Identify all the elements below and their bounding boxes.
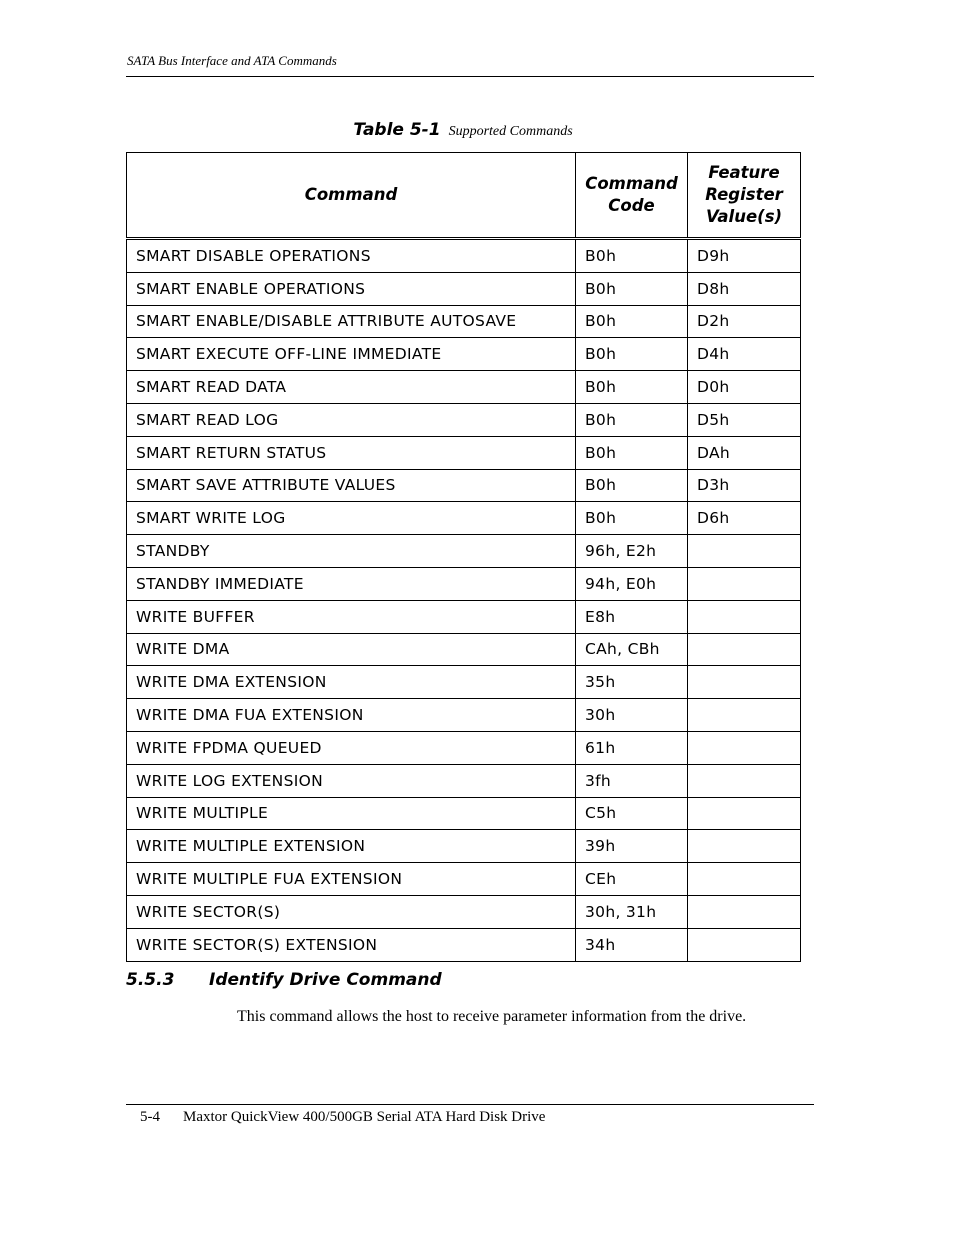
page-footer [140, 1109, 545, 1126]
cell-command: WRITE SECTOR(S) [127, 895, 576, 928]
body-paragraph: This command allows the host to receive parameter information from the drive. [237, 1008, 747, 1025]
cell-feature-value: D0h [688, 371, 801, 404]
cell-command: SMART SAVE ATTRIBUTE VALUES [127, 469, 576, 502]
cell-feature-value [688, 699, 801, 732]
table-header-row [127, 153, 801, 239]
cell-command-code: B0h [576, 403, 688, 436]
cell-feature-value [688, 928, 801, 961]
cell-feature-value: DAh [688, 436, 801, 469]
cell-command-code: CEh [576, 863, 688, 896]
table-row [127, 535, 801, 568]
section-number: 5.5.3 [126, 970, 175, 990]
cell-command: SMART DISABLE OPERATIONS [127, 239, 576, 273]
cell-command: WRITE MULTIPLE FUA EXTENSION [127, 863, 576, 896]
cell-command-code: B0h [576, 436, 688, 469]
table-row [127, 797, 801, 830]
cell-command-code: B0h [576, 272, 688, 305]
cell-command-code: CAh, CBh [576, 633, 688, 666]
cell-command: WRITE MULTIPLE [127, 797, 576, 830]
cell-feature-value: D9h [688, 239, 801, 273]
column-header-feature-register: Feature Register Value(s) [688, 153, 801, 239]
cell-command: WRITE BUFFER [127, 600, 576, 633]
table-row [127, 633, 801, 666]
cell-feature-value [688, 535, 801, 568]
column-header-command: Command [127, 153, 576, 239]
footer-page-number: 5-4 [140, 1109, 160, 1125]
table-row [127, 567, 801, 600]
table-caption-label: Table 5-1 [353, 120, 441, 140]
cell-feature-value: D2h [688, 305, 801, 338]
table-row [127, 666, 801, 699]
cell-command: SMART ENABLE/DISABLE ATTRIBUTE AUTOSAVE [127, 305, 576, 338]
cell-command: WRITE LOG EXTENSION [127, 764, 576, 797]
supported-commands-table [126, 152, 801, 962]
table-row [127, 731, 801, 764]
cell-command-code: 34h [576, 928, 688, 961]
cell-command-code: B0h [576, 502, 688, 535]
cell-feature-value: D5h [688, 403, 801, 436]
cell-feature-value: D4h [688, 338, 801, 371]
table-body [127, 239, 801, 962]
cell-command: SMART READ LOG [127, 403, 576, 436]
cell-command-code: B0h [576, 305, 688, 338]
cell-command: WRITE MULTIPLE EXTENSION [127, 830, 576, 863]
table-row [127, 305, 801, 338]
cell-command: STANDBY IMMEDIATE [127, 567, 576, 600]
table-row [127, 502, 801, 535]
cell-command-code: 30h, 31h [576, 895, 688, 928]
cell-command: SMART READ DATA [127, 371, 576, 404]
cell-command-code: B0h [576, 371, 688, 404]
cell-feature-value: D3h [688, 469, 801, 502]
cell-command: STANDBY [127, 535, 576, 568]
table-row [127, 239, 801, 273]
cell-command-code: 35h [576, 666, 688, 699]
cell-command: WRITE FPDMA QUEUED [127, 731, 576, 764]
cell-command: WRITE DMA EXTENSION [127, 666, 576, 699]
cell-command: SMART EXECUTE OFF-LINE IMMEDIATE [127, 338, 576, 371]
table-row [127, 895, 801, 928]
section-title: Identify Drive Command [209, 970, 442, 990]
cell-command-code: 3fh [576, 764, 688, 797]
cell-command-code: B0h [576, 239, 688, 273]
table-row [127, 764, 801, 797]
table-row [127, 600, 801, 633]
table-row [127, 371, 801, 404]
cell-command: SMART ENABLE OPERATIONS [127, 272, 576, 305]
cell-command: WRITE DMA FUA EXTENSION [127, 699, 576, 732]
column-header-command-code: Command Code [576, 153, 688, 239]
table-row [127, 830, 801, 863]
cell-command-code: 61h [576, 731, 688, 764]
footer-document-title: Maxtor QuickView 400/500GB Serial ATA Hard Disk Drive [183, 1109, 546, 1125]
table-row [127, 272, 801, 305]
cell-feature-value [688, 895, 801, 928]
cell-feature-value [688, 863, 801, 896]
cell-feature-value [688, 797, 801, 830]
cell-feature-value [688, 633, 801, 666]
cell-feature-value [688, 666, 801, 699]
table-row [127, 928, 801, 961]
cell-command: WRITE SECTOR(S) EXTENSION [127, 928, 576, 961]
table-row [127, 403, 801, 436]
cell-feature-value [688, 731, 801, 764]
cell-feature-value: D6h [688, 502, 801, 535]
table-row [127, 436, 801, 469]
table-row [127, 469, 801, 502]
cell-command-code: B0h [576, 469, 688, 502]
cell-command-code: 39h [576, 830, 688, 863]
cell-command: WRITE DMA [127, 633, 576, 666]
footer-rule [126, 1104, 814, 1105]
cell-feature-value: D8h [688, 272, 801, 305]
header-rule [126, 76, 814, 77]
table-caption-title: Supported Commands [448, 124, 573, 139]
cell-command: SMART RETURN STATUS [127, 436, 576, 469]
cell-command-code: B0h [576, 338, 688, 371]
cell-command-code: 94h, E0h [576, 567, 688, 600]
table-caption [126, 120, 800, 140]
cell-command-code: E8h [576, 600, 688, 633]
cell-command-code: C5h [576, 797, 688, 830]
cell-command-code: 30h [576, 699, 688, 732]
running-header: SATA Bus Interface and ATA Commands [127, 53, 337, 68]
cell-feature-value [688, 600, 801, 633]
table-row [127, 338, 801, 371]
cell-feature-value [688, 567, 801, 600]
table-row [127, 699, 801, 732]
table-row [127, 863, 801, 896]
cell-feature-value [688, 764, 801, 797]
cell-feature-value [688, 830, 801, 863]
cell-command-code: 96h, E2h [576, 535, 688, 568]
section-heading [126, 970, 442, 990]
cell-command: SMART WRITE LOG [127, 502, 576, 535]
